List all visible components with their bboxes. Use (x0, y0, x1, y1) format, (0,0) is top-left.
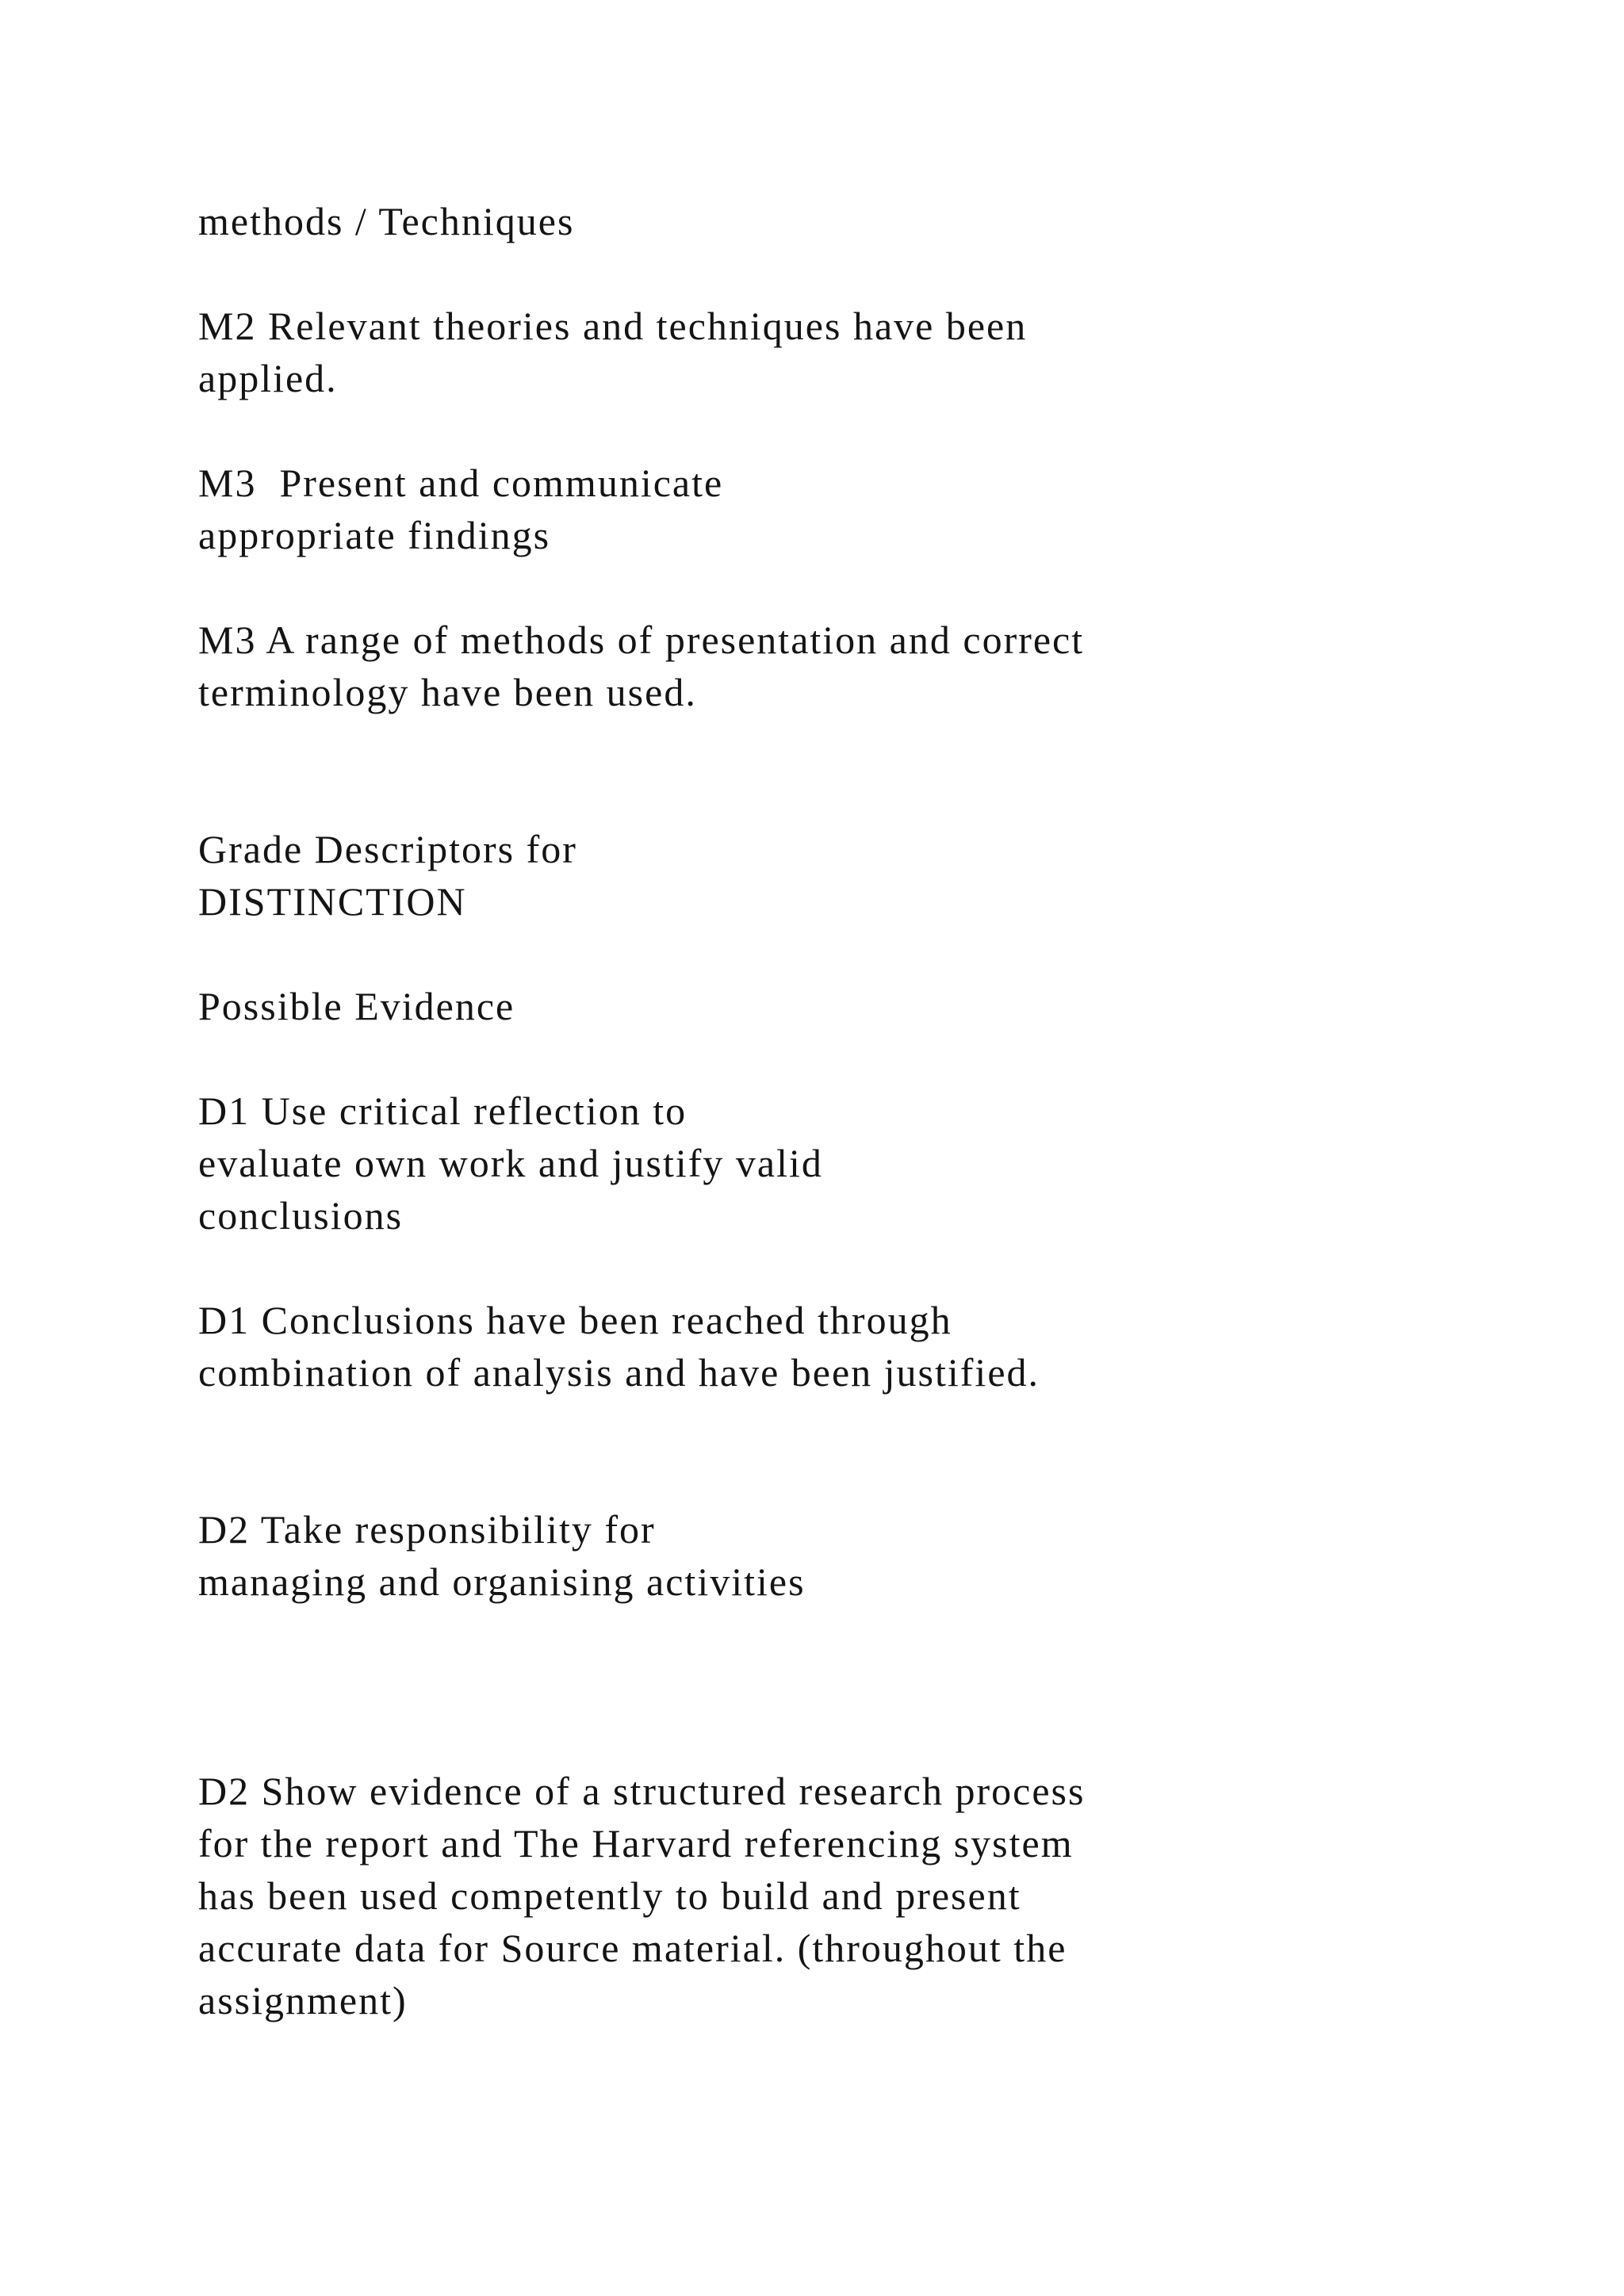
text-line: methods / Techniques (198, 199, 575, 243)
text-line: accurate data for Source material. (throughout the (198, 1926, 1067, 1970)
text-line: for the report and The Harvard referencing system (198, 1821, 1074, 1866)
text-line: appropriate findings (198, 513, 551, 557)
text-line: M2 Relevant theories and techniques have been (198, 304, 1028, 348)
text-line: terminology have been used. (198, 670, 697, 714)
text-line: managing and organising activities (198, 1559, 806, 1604)
text-line: D2 Show evidence of a structured research process (198, 1769, 1086, 1813)
text-line: M3 A range of methods of presentation and correct (198, 618, 1085, 662)
text-line: D2 Take responsibility for (198, 1507, 656, 1552)
section-heading: Grade Descriptors for (198, 827, 577, 871)
text-line: Possible Evidence (198, 984, 515, 1028)
text-line: conclusions (198, 1193, 404, 1238)
text-line: applied. (198, 356, 338, 400)
text-line: D1 Use critical reflection to (198, 1089, 688, 1133)
text-line: combination of analysis and have been justified. (198, 1350, 1040, 1395)
text-line: evaluate own work and justify valid (198, 1141, 823, 1185)
text-line: M3 Present and communicate (198, 461, 724, 505)
text-line: D1 Conclusions have been reached through (198, 1298, 952, 1342)
text-line: assignment) (198, 1978, 408, 2022)
text-line: has been used competently to build and present (198, 1873, 1021, 1918)
section-heading: DISTINCTION (198, 879, 467, 924)
